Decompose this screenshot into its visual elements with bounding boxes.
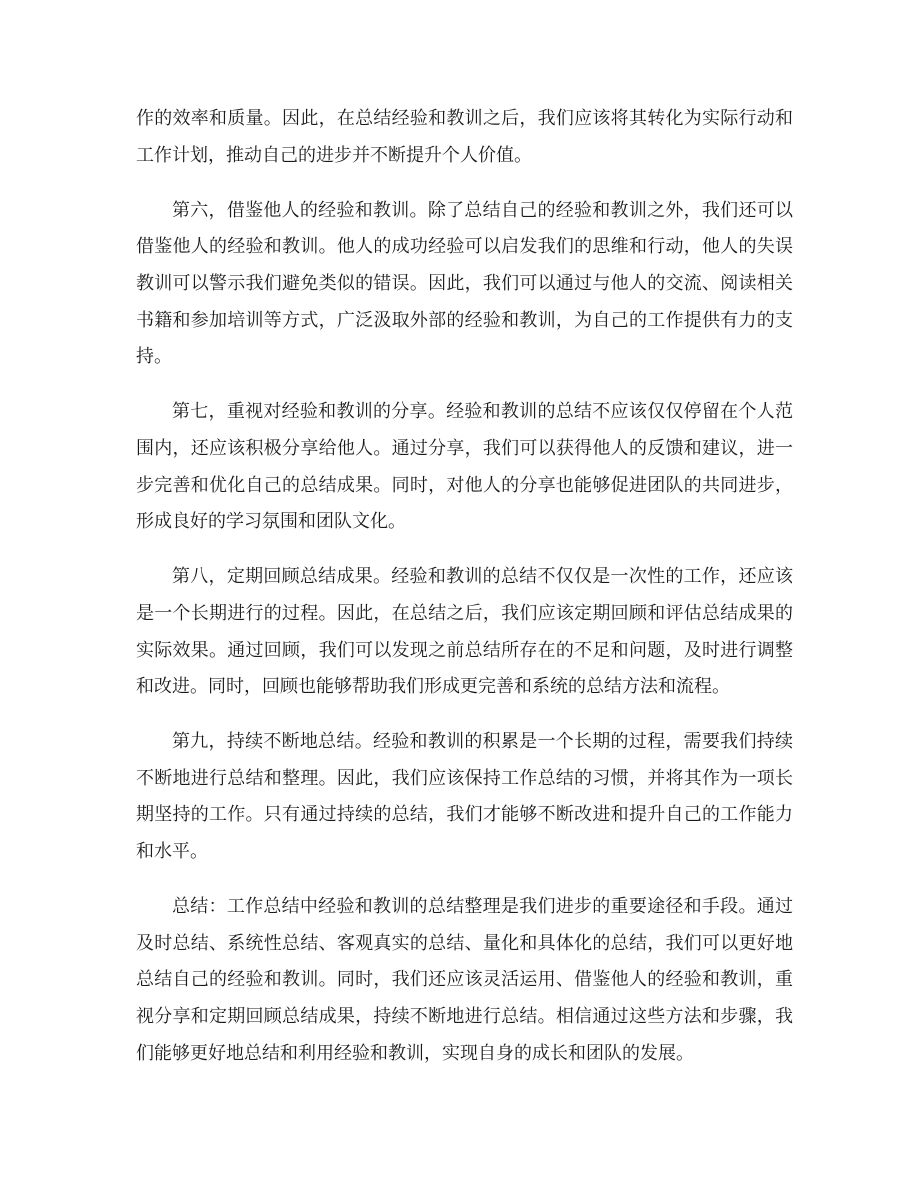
document-body xyxy=(136,101,793,1091)
paragraph-sixth-point: 第六，借鉴他人的经验和教训。除了总结自己的经验和教训之外，我们还可以借鉴他人的经验和教训。他人的成功经验可以启发我们的思维和行动，他人的失误教训可以警示我们避免类似的错误。因此，我们可以通过与他人的交流、阅读相关书籍和参加培训等方式，广泛汲取外部的经验和教训，为自己的工作提供有力的支持。 xyxy=(136,199,793,368)
paragraph-continuation: 作的效率和质量。因此，在总结经验和教训之后，我们应该将其转化为实际行动和工作计划，推动自己的进步并不断提升个人价值。 xyxy=(136,108,793,166)
paragraph-ninth-point: 第九，持续不断地总结。经验和教训的积累是一个长期的过程，需要我们持续不断地进行总结和整理。因此，我们应该保持工作总结的习惯，并将其作为一项长期坚持的工作。只有通过持续的总结，我们才能够不断改进和提升自己的工作能力和水平。 xyxy=(136,731,793,863)
paragraph-seventh-point: 第七，重视对经验和教训的分享。经验和教训的总结不应该仅仅停留在个人范围内，还应该积极分享给他人。通过分享，我们可以获得他人的反馈和建议，进一步完善和优化自己的总结成果。同时，对他人的分享也能够促进团队的共同进步，形成良好的学习氛围和团队文化。 xyxy=(136,401,793,533)
paragraph-summary: 总结：工作总结中经验和教训的总结整理是我们进步的重要途径和手段。通过及时总结、系统性总结、客观真实的总结、量化和具体化的总结，我们可以更好地总结自己的经验和教训。同时，我们还应该灵活运用、借鉴他人的经验和教训，重视分享和定期回顾总结成果，持续不断地进行总结。相信通过这些方法和步骤，我们能够更好地总结和利用经验和教训，实现自身的成长和团队的发展。 xyxy=(136,896,793,1064)
paragraph-eighth-point: 第八，定期回顾总结成果。经验和教训的总结不仅仅是一次性的工作，还应该是一个长期进行的过程。因此，在总结之后，我们应该定期回顾和评估总结成果的实际效果。通过回顾，我们可以发现之前总结所存在的不足和问题，及时进行调整和改进。同时，回顾也能够帮助我们形成更完善和系统的总结方法和流程。 xyxy=(136,566,793,698)
